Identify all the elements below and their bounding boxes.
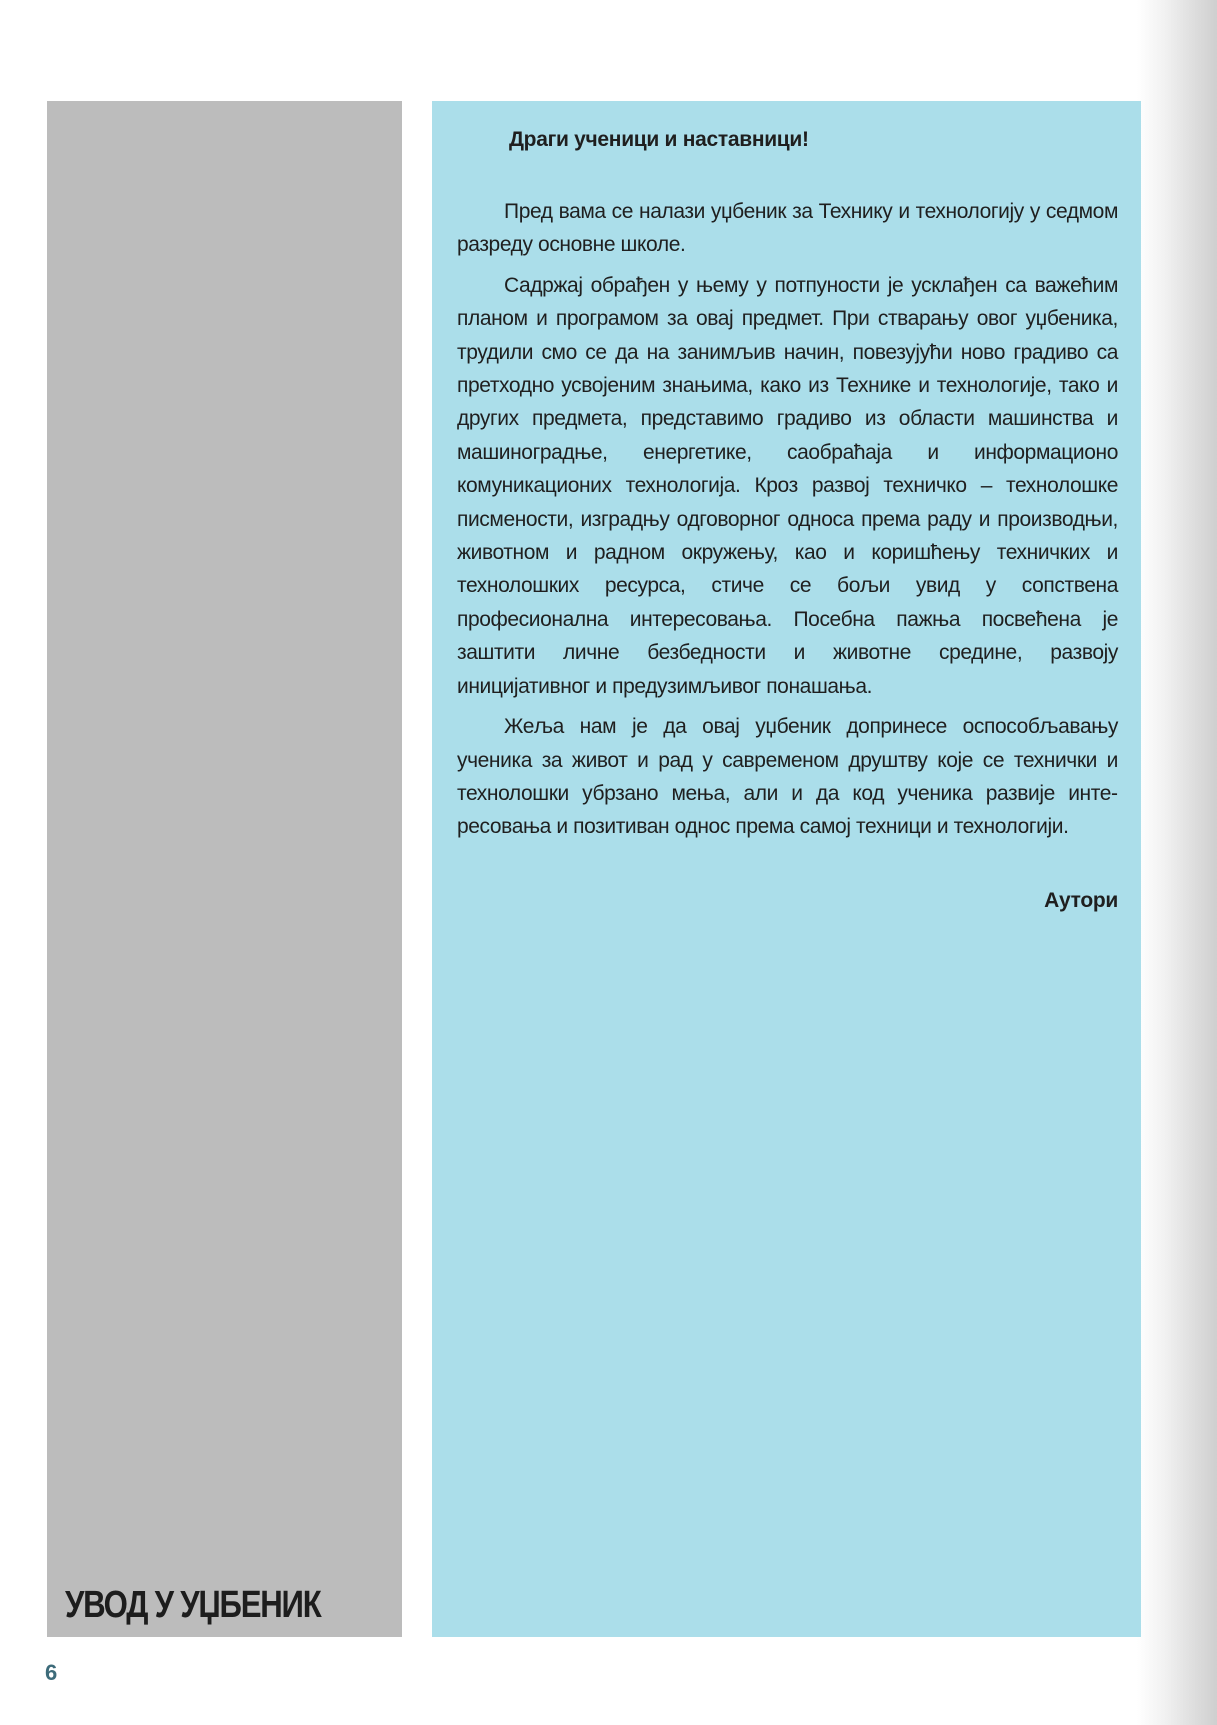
page-edge-shadow bbox=[1137, 0, 1217, 1725]
letter-panel bbox=[432, 101, 1141, 1637]
chapter-title: УВОД У УЏБЕНИК bbox=[65, 1584, 321, 1626]
letter-paragraph-3: Жеља нам је да овај уџбеник допринесе оспособљавању ученика за живот и рад у савременом друштву које се технички и технолошки убрзано мења, али и да код ученика развије интересовања и позитиван однос према самој техници и технологији. bbox=[457, 715, 1118, 839]
letter-greeting: Драги ученици и наставници! bbox=[509, 128, 809, 151]
letter-paragraph-1: Пред вама се налази уџбеник за Технику и технологију у седмом разреду основне школе. bbox=[457, 200, 1118, 257]
letter-paragraph-2: Садржај обрађен у њему у потпуности је усклађен са важећим планом и програмом за овај предмет. При стварању овог уџбеника, трудили смо се да на занимљив начин, повезујући ново градиво са претходно усвојеним знањима, како из Технике и технологије, тако и других предмета, представимо градиво из области машинства и машиноградње, енергетике, саобраћаја и информационо комуникационих технологија. Кроз развој техничко – технолошке писмености, изградњу одговорног односа према раду и производњи, животном и радном окружењу, као и коришћењу техничких и технолошких ресурса, стиче се бољи увид у сопствена професионална интересовања. Посебна пажња посвећена је заштити личне безбедности и животне средине, развоју иницијативног и предузимљивог понашања. bbox=[457, 273, 1118, 698]
page-number: 6 bbox=[45, 1660, 58, 1685]
letter-content bbox=[457, 123, 1118, 918]
chapter-sidebar bbox=[47, 101, 402, 1637]
letter-signature: Аутори bbox=[1044, 888, 1118, 912]
